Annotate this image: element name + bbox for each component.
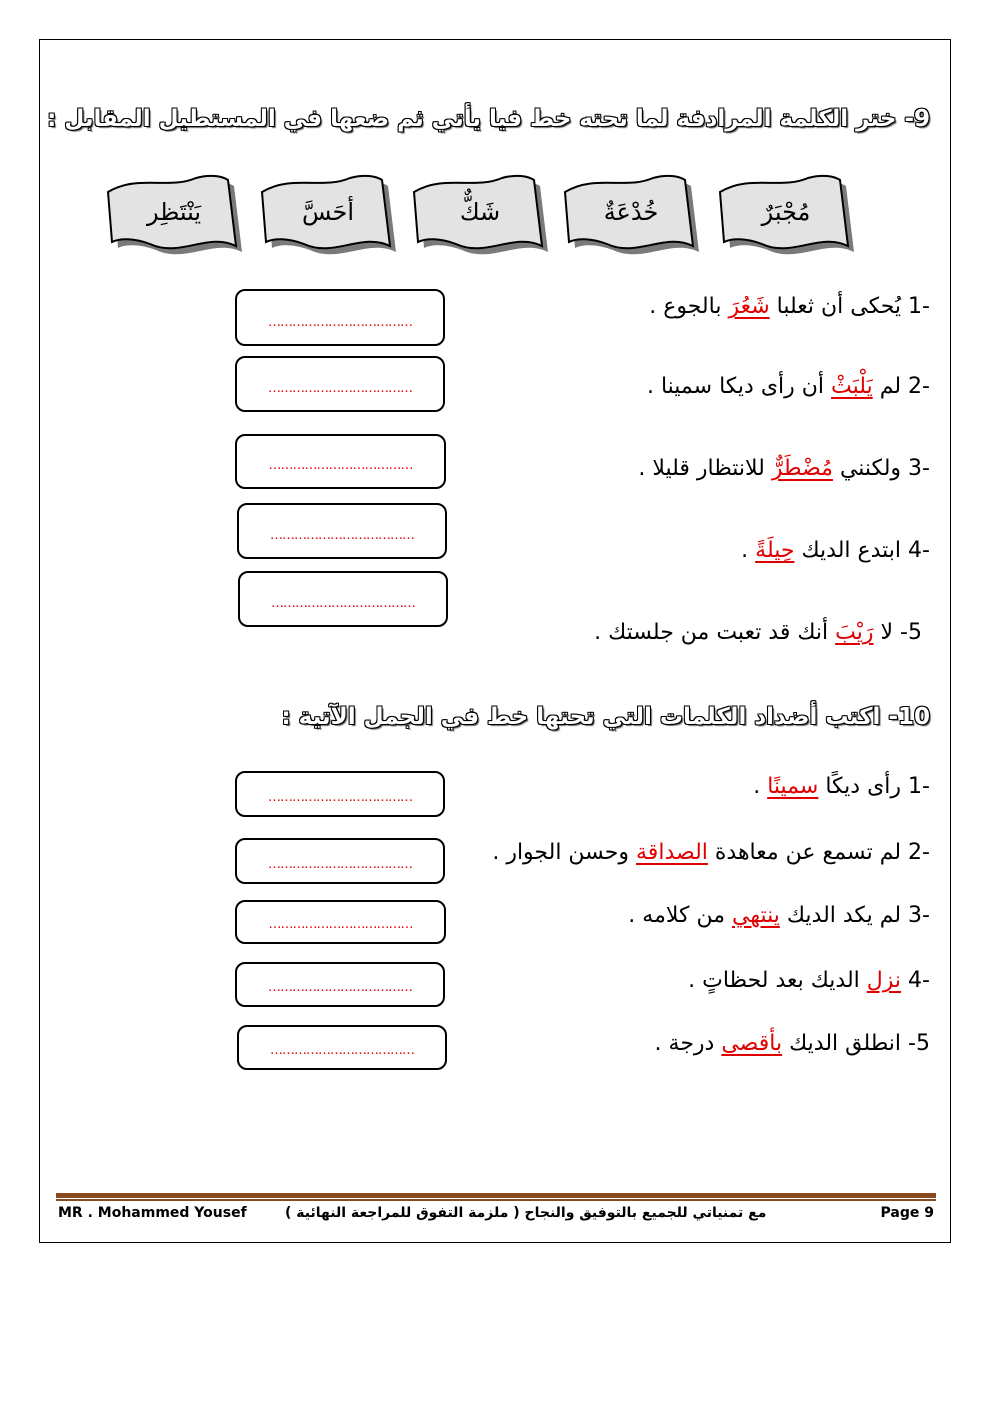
q9-answer-dots-2: ……………………………… — [268, 381, 412, 396]
q10-sentence-2-before: لم تسمع عن معاهدة — [707, 840, 902, 865]
q10-sentence-3-number: -3 — [908, 903, 930, 928]
footer-author: MR . Mohammed Yousef — [58, 1205, 247, 1221]
q10-answer-box-1[interactable] — [235, 771, 445, 817]
word-banner-2 — [561, 172, 701, 264]
q10-sentence-2-after: وحسن الجوار . — [492, 840, 637, 865]
footer-rule-thin — [56, 1199, 936, 1201]
q9-sentence-4-after: . — [741, 538, 756, 563]
q9-sentence-3-word: مُضْطَرٌّ — [771, 456, 833, 481]
q9-sentence-5-before: لا — [873, 620, 901, 645]
q9-sentence-4-word: حِيلَةً — [755, 538, 795, 563]
q10-sentence-3-after: من كلامه . — [628, 903, 732, 928]
q10-answer-box-2[interactable] — [235, 838, 445, 884]
q10-sentence-5-word: بأقصى — [721, 1031, 783, 1056]
q9-sentence-2-before: لم — [872, 374, 902, 399]
q9-sentence-1 — [649, 294, 930, 319]
q10-sentence-1-word: سمينًا — [767, 774, 819, 799]
banner-word-4: أحَسَّ — [301, 198, 355, 226]
banner-word-1: مُجْبَرٌ — [761, 198, 811, 226]
q9-answer-box-5[interactable] — [238, 571, 448, 627]
question-10-number: 10- — [888, 704, 930, 730]
word-banner-4 — [258, 172, 398, 264]
q9-sentence-3-before: ولكنني — [832, 456, 902, 481]
q10-sentence-3-word: ينتهي — [731, 903, 780, 928]
q9-answer-box-4[interactable] — [237, 503, 447, 559]
question-9-title — [47, 106, 930, 132]
question-9-text: ختر الكلمة المرادفة لما تحته خط فيا يأتي ثم ضعها في المستطيل المقابل : — [47, 106, 897, 132]
q10-answer-dots-1: ……………………………… — [268, 790, 412, 805]
q9-sentence-4-number: -4 — [908, 538, 930, 563]
q9-sentence-1-before: يُحكى أن ثعلبا — [769, 294, 902, 319]
q10-answer-dots-4: ……………………………… — [268, 980, 412, 995]
footer-page-number: Page 9 — [880, 1205, 934, 1221]
word-banner-3 — [410, 172, 550, 264]
q10-answer-box-3[interactable] — [235, 900, 446, 944]
q9-sentence-2-after: أن رأى ديكا سمينا . — [646, 374, 832, 399]
question-10-title — [281, 704, 930, 730]
q10-sentence-5-number: 5- — [908, 1031, 930, 1056]
q9-answer-dots-5: ……………………………… — [271, 596, 415, 611]
q10-answer-dots-5: ……………………………… — [270, 1043, 414, 1058]
q10-answer-dots-3: ……………………………… — [268, 917, 413, 932]
banner-word-3: شَكٌّ — [459, 198, 501, 226]
q9-answer-box-2[interactable] — [235, 356, 445, 412]
q10-sentence-2-number: -2 — [908, 840, 930, 865]
q10-sentence-4-after: الديك بعد لحظاتٍ . — [688, 968, 867, 993]
q10-sentence-1-number: -1 — [908, 774, 930, 799]
footer-center-note: مع تمنياتي للجميع بالتوفيق والنجاح ( ملزمة التفوق للمراجعة النهائية ) — [285, 1205, 767, 1221]
q10-sentence-4 — [688, 968, 930, 993]
q10-sentence-1-before: رأى ديكًا — [818, 774, 902, 799]
q9-sentence-1-number: -1 — [908, 294, 930, 319]
q10-answer-box-4[interactable] — [235, 962, 445, 1007]
question-9-number: 9- — [904, 106, 930, 132]
question-10-text: اكتب أضداد الكلمات التي تحتها خط في الجمل الآتية : — [281, 704, 889, 730]
q10-sentence-3-before: لم يكد الديك — [779, 903, 902, 928]
q9-sentence-3-after: للانتظار قليلا . — [638, 456, 772, 481]
q9-sentence-5 — [594, 620, 922, 645]
q9-sentence-5-word: رَيْبَ — [835, 620, 874, 645]
q9-answer-dots-4: ……………………………… — [270, 528, 414, 543]
word-banner-5 — [104, 172, 244, 264]
q9-sentence-3 — [638, 456, 930, 481]
q10-sentence-5 — [655, 1031, 930, 1056]
q10-answer-dots-2: ……………………………… — [268, 857, 412, 872]
q9-sentence-3-number: -3 — [908, 456, 930, 481]
footer-rule-thick — [56, 1193, 936, 1198]
banner-word-2: خُدْعَةٌ — [603, 198, 659, 226]
banner-word-5: يَنْتَظِر — [146, 198, 202, 226]
q9-sentence-5-after: أنك قد تعبت من جلستك . — [594, 620, 836, 645]
q9-answer-dots-3: ……………………………… — [268, 458, 413, 473]
q9-sentence-5-number: 5- — [900, 620, 922, 645]
q10-sentence-2 — [492, 840, 930, 865]
q10-sentence-3 — [628, 903, 930, 928]
word-banner-1 — [716, 172, 856, 264]
q9-answer-box-1[interactable] — [235, 289, 445, 346]
q10-sentence-5-before: انطلق الديك — [782, 1031, 902, 1056]
q9-sentence-4 — [741, 538, 930, 563]
q9-sentence-1-word: شَعُرَ — [728, 294, 770, 319]
q10-sentence-5-after: درجة . — [654, 1031, 722, 1056]
q10-sentence-4-word: نزل — [866, 968, 902, 993]
q9-sentence-4-before: ابتدع الديك — [794, 538, 902, 563]
q10-sentence-4-number: -4 — [908, 968, 930, 993]
q9-sentence-2-number: -2 — [908, 374, 930, 399]
q9-answer-box-3[interactable] — [235, 434, 446, 489]
q10-answer-box-5[interactable] — [237, 1025, 447, 1070]
q10-sentence-1-after: . — [753, 774, 768, 799]
q9-sentence-2 — [647, 374, 930, 399]
q9-sentence-1-after: بالجوع . — [649, 294, 729, 319]
q9-sentence-2-word: يَلْبَثْ — [831, 374, 873, 399]
q10-sentence-2-word: الصداقة — [636, 840, 708, 865]
q9-answer-dots-1: ……………………………… — [268, 315, 412, 330]
q10-sentence-1 — [753, 774, 930, 799]
